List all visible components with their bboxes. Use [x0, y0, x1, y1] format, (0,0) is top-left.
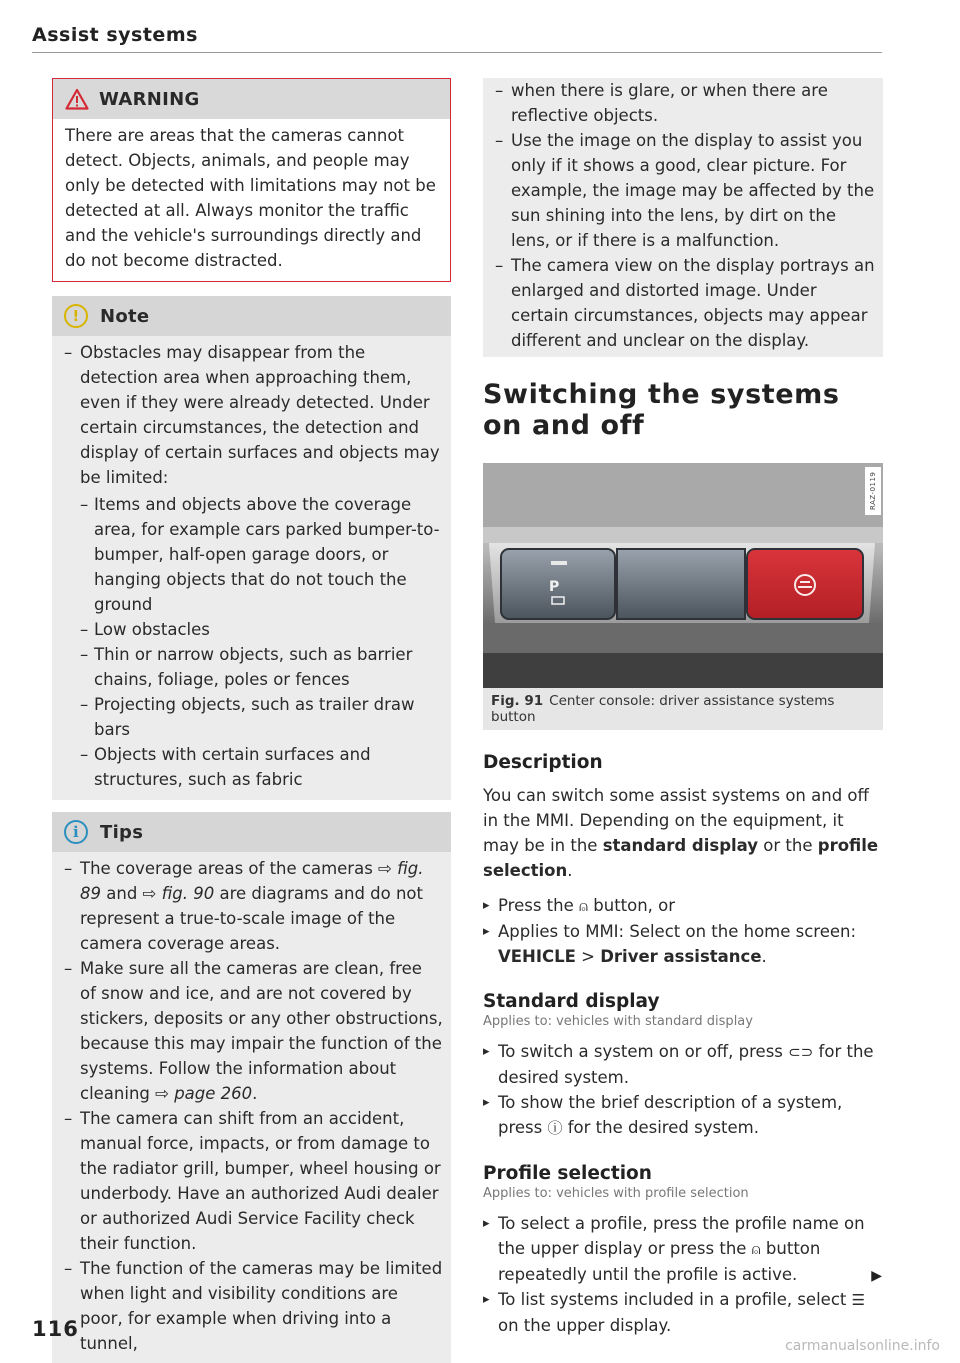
tips-info-icon: i	[64, 820, 88, 844]
center-console-illustration	[483, 463, 883, 688]
note-list	[52, 340, 443, 792]
list-item: – The camera can shift from an accident, manual force, impacts, or from damage to the radiator grill, bumper, wheel housing or underbody. Have an authorized Audi dealer or authorized Audi Service Facility check their function.	[52, 1106, 443, 1256]
note-box	[52, 296, 451, 800]
tips-list	[52, 856, 443, 1356]
list-item: – Thin or narrow objects, such as barrier chains, foliage, poles or fences	[52, 642, 443, 692]
note-header	[52, 296, 451, 336]
profile-selection-heading: Profile selection	[483, 1163, 652, 1184]
tips-continued-box	[483, 78, 883, 357]
list-icon: ☰	[851, 1291, 866, 1309]
list-item: ▸ To select a profile, press the profile name on the upper display or press the ⍝ button repeatedly until the profile is active.	[483, 1211, 883, 1287]
profile-selection-applies: Applies to: vehicles with profile selection	[483, 1186, 749, 1201]
fig-90-link[interactable]: ⇨ fig. 90	[142, 884, 215, 903]
list-item: – The camera view on the display portrays an enlarged and distorted image. Under certain circumstances, objects may appear different and unclear on the display.	[483, 253, 875, 353]
driver-assist-button-icon: ⍝	[579, 897, 589, 915]
left-column	[52, 78, 451, 1363]
description-heading: Description	[483, 752, 603, 773]
continue-arrow-icon: ▶	[871, 1268, 882, 1284]
fig-89-link[interactable]: ⇨ fig. 89	[80, 859, 424, 903]
svg-text:P: P	[549, 579, 560, 595]
tips-label: Tips	[100, 821, 144, 843]
note-label: Note	[100, 305, 150, 327]
list-item: ▸ Press the ⍝ button, or	[483, 893, 883, 919]
warning-triangle-icon	[65, 88, 89, 110]
list-item-continued: – when there is glare, or when there are reflective objects.	[483, 78, 875, 128]
warning-text: There are areas that the cameras cannot detect. Objects, animals, and people may only be detected with limitations may not be detected at all. Always monitor the traffic and the vehicle's surroundings directly and do not become distracted.	[65, 126, 436, 270]
note-sublist	[52, 492, 443, 792]
figure-code: RAZ-0119	[865, 467, 881, 515]
section-title: Switching the systems on and off	[483, 379, 840, 441]
watermark: carmanualsonline.info	[785, 1338, 940, 1354]
figure-caption: Fig. 91 Center console: driver assistance systems button	[483, 688, 883, 730]
list-item: ▸ To show the brief description of a system, press ⓘ for the desired system.	[483, 1090, 883, 1141]
warning-box	[52, 78, 451, 282]
standard-display-applies: Applies to: vehicles with standard display	[483, 1014, 753, 1029]
tips-header	[52, 812, 451, 852]
info-icon: ⓘ	[547, 1119, 563, 1137]
header-rule	[32, 52, 882, 53]
page-260-link[interactable]: ⇨ page 260	[155, 1084, 253, 1103]
list-item: – Objects with certain surfaces and structures, such as fabric	[52, 742, 443, 792]
list-item: – Make sure all the cameras are clean, free of snow and ice, and are not covered by stickers, deposits or any other obstructions, because this may impair the function of the systems. Follow the information about cleaning ⇨ page 260.	[52, 956, 443, 1106]
figure-91	[483, 463, 883, 688]
tips-box	[52, 812, 451, 1363]
header-title: Assist systems	[32, 24, 198, 46]
standard-display-heading: Standard display	[483, 991, 660, 1012]
toggle-switch-icon: ⊂⊃	[788, 1043, 814, 1061]
list-item: – The function of the cameras may be limited when light and visibility conditions are poor, for example when driving into a tunnel,	[52, 1256, 443, 1356]
note-exclamation-icon: !	[64, 304, 88, 328]
tips-list-continued	[483, 78, 875, 353]
warning-header	[53, 79, 450, 119]
description-steps	[483, 893, 883, 969]
list-item: – Projecting objects, such as trailer draw bars	[52, 692, 443, 742]
warning-label: WARNING	[99, 88, 200, 110]
right-column	[483, 78, 883, 1338]
list-item: – The coverage areas of the cameras ⇨ fig. 89 and ⇨ fig. 90 are diagrams and do not represent a true-to-scale image of the camera coverage areas.	[52, 856, 443, 956]
list-item: – Low obstacles	[52, 617, 443, 642]
description-paragraph: You can switch some assist systems on and off in the MMI. Depending on the equipment, it may be in the standard display or the profile selection.	[483, 786, 879, 880]
list-item: ▸ To list systems included in a profile, select ☰ on the upper display.	[483, 1287, 883, 1338]
list-item: ▸ To switch a system on or off, press ⊂⊃ for the desired system.	[483, 1039, 883, 1090]
list-item: ▸ Applies to MMI: Select on the home screen: VEHICLE > Driver assistance.	[483, 919, 883, 969]
driver-assist-button-icon: ⍝	[751, 1240, 761, 1258]
note-intro: – Obstacles may disappear from the detection area when approaching them, even if they were already detected. Under certain circumstances, the detection and display of certain surfaces and objects may be limited: – Items and objects above the coverage area, for example cars parked bumper-to-bumper, half-open garage doors, or hanging objects that do not touch the ground – Low obstacles – Thin or narrow objects, such as barrier chains, foliage, poles or fences – Projecting objects, such as trailer draw bars – Objects with certain surfaces and structures, such as fabric	[52, 340, 443, 792]
page-number: 116	[32, 1317, 79, 1341]
list-item: – Items and objects above the coverage area, for example cars parked bumper-to-bumper, half-open garage doors, or hanging objects that do not touch the ground	[52, 492, 443, 617]
standard-display-steps	[483, 1039, 883, 1141]
list-item: – Use the image on the display to assist you only if it shows a good, clear picture. For example, the image may be affected by the sun shining into the lens, by dirt on the lens, or if there is a malfunction.	[483, 128, 875, 253]
profile-selection-steps	[483, 1211, 883, 1338]
